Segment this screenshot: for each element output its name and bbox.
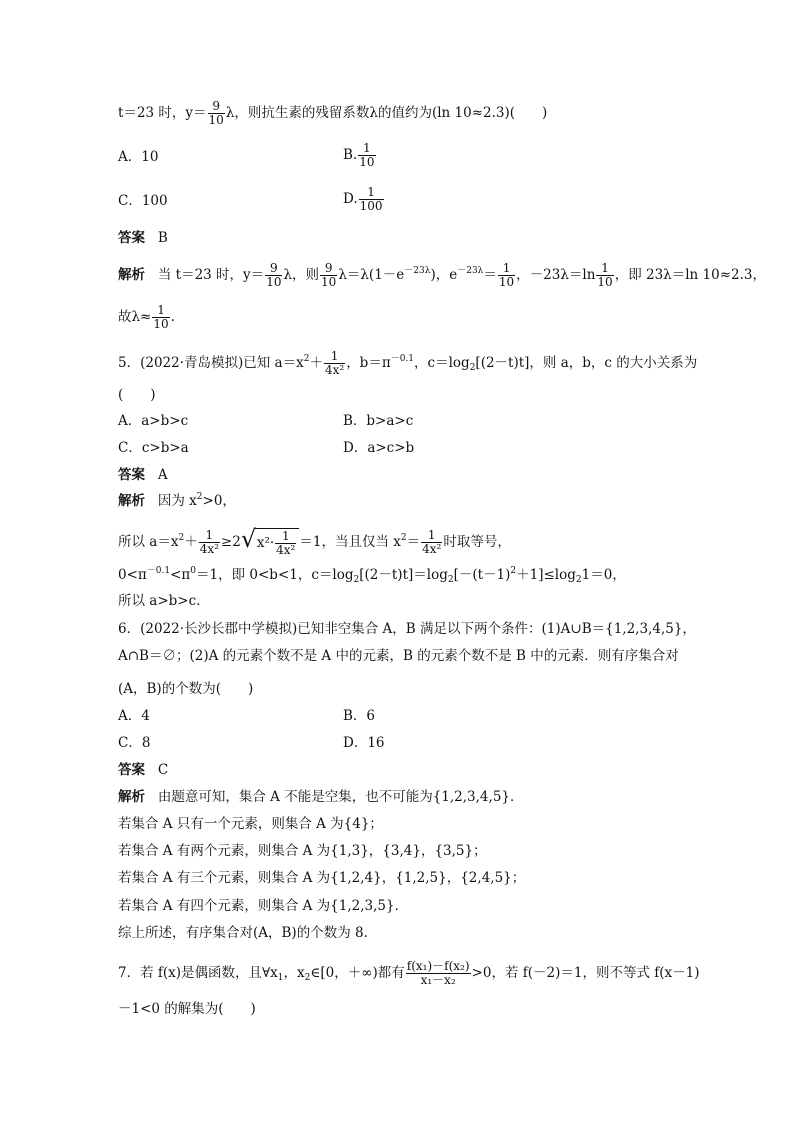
q4-option-a: A．10 bbox=[118, 149, 159, 165]
stem-text: ，x bbox=[283, 965, 305, 981]
q6-stem-line-3: (A，B)的个数为( ) bbox=[118, 681, 254, 697]
denominator: 10 bbox=[208, 113, 224, 127]
option-label: B. bbox=[343, 147, 358, 163]
analysis-text: λ＝λ(1－e bbox=[338, 267, 405, 283]
q5-analysis-line-1 bbox=[118, 492, 236, 510]
option-fraction bbox=[358, 142, 375, 169]
q5-analysis-line-4: 所以 a>b>c. bbox=[118, 593, 201, 609]
denominator: 10 bbox=[266, 275, 282, 289]
stem-text: [(2－t)t]，则 a，b，c 的大小关系为 bbox=[475, 355, 698, 371]
stem-text: 7．若 f(x)是偶函数，且∀x bbox=[118, 965, 278, 981]
q4-stem bbox=[118, 100, 547, 127]
subscript: 2 bbox=[304, 973, 311, 983]
q6-analysis-line-5: 若集合 A 有四个元素，则集合 A 为{1,2,3,5}． bbox=[118, 898, 409, 914]
analysis-text: 所以 a＝x bbox=[118, 534, 179, 550]
q6-option-a: A．4 bbox=[118, 708, 150, 724]
fraction bbox=[199, 529, 220, 556]
numerator: 1 bbox=[152, 304, 169, 318]
analysis-text: 因为 x bbox=[157, 493, 197, 509]
stem-text: ，c＝log bbox=[414, 355, 470, 371]
analysis-text: ，即 23λ＝ln 10≈2.3， bbox=[614, 267, 766, 283]
fraction bbox=[596, 262, 613, 289]
radical-sign-icon: √ bbox=[240, 525, 257, 553]
analysis-label: 解析 bbox=[118, 493, 145, 509]
q7-stem-line-1 bbox=[118, 960, 699, 987]
subscript: 2 bbox=[353, 575, 360, 585]
superscript: －0.1 bbox=[390, 354, 415, 364]
q5-option-b: B．b>a>c bbox=[343, 413, 414, 429]
answer-value: B bbox=[157, 230, 168, 246]
analysis-text: 当 t＝23 时，y＝ bbox=[157, 267, 265, 283]
denominator: 4x² bbox=[276, 543, 296, 557]
subscript: 1 bbox=[277, 973, 284, 983]
stem-text: ∈[0，＋∞)都有 bbox=[310, 965, 405, 981]
analysis-text: ＋1]≤log bbox=[516, 567, 576, 583]
q4-fraction bbox=[208, 100, 225, 127]
q6-analysis-line-2: 若集合 A 只有一个元素，则集合 A 为{4}； bbox=[118, 816, 383, 832]
numerator: 1 bbox=[596, 262, 613, 276]
analysis-label: 解析 bbox=[118, 267, 145, 283]
analysis-text: 故λ≈ bbox=[118, 309, 152, 325]
q5-answer bbox=[118, 466, 168, 484]
superscript: 2 bbox=[303, 354, 310, 364]
q6-analysis-line-6: 综上所述，有序集合对(A，B)的个数为 8. bbox=[118, 925, 368, 941]
numerator: 1 bbox=[498, 262, 515, 276]
q5-analysis-line-2 bbox=[118, 525, 511, 557]
option-fraction bbox=[359, 186, 384, 213]
analysis-text: λ，则 bbox=[283, 267, 320, 283]
q4-stem-part: λ，则抗生素的残留系数λ的值约为(ln 10≈2.3)( ) bbox=[225, 105, 548, 121]
answer-value: C bbox=[157, 762, 169, 778]
fraction bbox=[265, 262, 282, 289]
fraction bbox=[324, 350, 345, 377]
denominator: 10 bbox=[153, 317, 169, 331]
option-label: D. bbox=[343, 191, 358, 207]
answer-label: 答案 bbox=[118, 230, 145, 246]
denominator: 4x² bbox=[422, 542, 442, 556]
fraction bbox=[320, 262, 337, 289]
q5-stem-line-2: ( ) bbox=[118, 387, 156, 403]
numerator: 1 bbox=[358, 142, 375, 156]
q4-option-d bbox=[343, 186, 385, 213]
answer-value: A bbox=[157, 467, 168, 483]
q4-analysis-line-1 bbox=[118, 262, 766, 289]
q4-analysis-line-2 bbox=[118, 304, 175, 331]
fraction bbox=[275, 530, 296, 557]
q4-stem-part: y＝ bbox=[185, 105, 207, 121]
fraction bbox=[498, 262, 515, 289]
analysis-text: )，e bbox=[430, 267, 458, 283]
superscript: 2 bbox=[510, 566, 517, 576]
denominator: 10 bbox=[597, 275, 613, 289]
q6-option-d: D．16 bbox=[343, 735, 385, 751]
q6-option-b: B．6 bbox=[343, 708, 376, 724]
superscript: 0 bbox=[190, 566, 197, 576]
q6-option-c: C．8 bbox=[118, 735, 151, 751]
numerator: 1 bbox=[324, 350, 345, 364]
q7-stem-line-2: －1<0 的解集为( ) bbox=[118, 1001, 256, 1017]
q6-analysis-line-3: 若集合 A 有两个元素，则集合 A 为{1,3}，{3,4}，{3,5}； bbox=[118, 843, 487, 859]
analysis-text: 时取等号， bbox=[443, 534, 511, 550]
answer-label: 答案 bbox=[118, 467, 145, 483]
superscript: －23λ bbox=[457, 266, 484, 276]
denominator: 10 bbox=[498, 275, 515, 289]
numerator: 1 bbox=[359, 186, 384, 200]
superscript: 2 bbox=[196, 492, 203, 502]
analysis-text: 0<π bbox=[118, 567, 147, 583]
superscript: 2 bbox=[400, 533, 407, 543]
analysis-label: 解析 bbox=[118, 789, 145, 805]
analysis-text: [(2－t)t]＝log bbox=[359, 567, 448, 583]
q5-option-d: D．a>c>b bbox=[343, 440, 415, 456]
q6-stem-line-1: 6．(2022·长沙长郡中学模拟)已知非空集合 A，B 满足以下两个条件：(1)A∪B＝{1,2,3,4,5}， bbox=[118, 621, 696, 637]
q4-stem-part: t＝23 时， bbox=[118, 105, 186, 121]
q6-analysis-line-4: 若集合 A 有三个元素，则集合 A 为{1,2,4}，{1,2,5}，{2,4,5}； bbox=[118, 870, 526, 886]
superscript: －0.1 bbox=[146, 566, 171, 576]
q4-option-b bbox=[343, 142, 377, 169]
q5-stem-line-1 bbox=[118, 350, 697, 377]
numerator: 9 bbox=[208, 100, 225, 114]
numerator: 9 bbox=[265, 262, 282, 276]
q4-answer bbox=[118, 229, 168, 247]
numerator: 1 bbox=[421, 529, 442, 543]
subscript: 2 bbox=[469, 363, 476, 373]
numerator: 1 bbox=[275, 530, 296, 544]
stem-text: 5．(2022·青岛模拟)已知 a＝x bbox=[118, 355, 304, 371]
numerator: 9 bbox=[320, 262, 337, 276]
fraction bbox=[421, 529, 442, 556]
q5-analysis-line-3 bbox=[118, 566, 626, 584]
analysis-text: ≥2 bbox=[220, 534, 241, 550]
fraction bbox=[406, 960, 471, 987]
q4-option-c: C．100 bbox=[118, 193, 168, 209]
stem-text: ＋ bbox=[309, 355, 323, 371]
square-root bbox=[240, 525, 300, 557]
numerator: f(x₁)－f(x₂) bbox=[406, 959, 470, 973]
analysis-text: 由题意可知，集合 A 不能是空集，也不可能为{1,2,3,4,5}． bbox=[157, 789, 524, 805]
analysis-text: ＝1，当且仅当 x bbox=[299, 534, 401, 550]
q6-answer bbox=[118, 761, 168, 779]
q5-option-a: A．a>b>c bbox=[118, 413, 189, 429]
analysis-text: ＝ bbox=[406, 534, 421, 550]
subscript: 2 bbox=[575, 575, 582, 585]
fraction bbox=[152, 304, 169, 331]
analysis-text: ＝ bbox=[483, 267, 497, 283]
denominator: 100 bbox=[359, 199, 383, 213]
denominator: 10 bbox=[359, 155, 375, 169]
stem-text: >0，若 f(－2)＝1，则不等式 f(x－1) bbox=[471, 965, 700, 981]
stem-text: ，b＝π bbox=[346, 355, 391, 371]
denominator: 4x² bbox=[199, 542, 219, 556]
subscript: 2 bbox=[447, 575, 454, 585]
q6-stem-line-2: A∩B＝∅；(2)A 的元素个数不是 A 中的元素，B 的元素个数不是 B 中的元素．则有序集合对 bbox=[118, 648, 679, 664]
denominator: 10 bbox=[321, 275, 337, 289]
radicand bbox=[255, 528, 300, 557]
analysis-text: ＋ bbox=[184, 534, 198, 550]
superscript: 2 bbox=[178, 533, 185, 543]
analysis-text: ＝1，即 0<b<1，c＝log bbox=[196, 567, 354, 583]
analysis-text: >0， bbox=[202, 493, 236, 509]
analysis-text: 1＝0， bbox=[581, 567, 626, 583]
analysis-text: . bbox=[170, 309, 175, 325]
analysis-text: ，－23λ＝ln bbox=[516, 267, 596, 283]
analysis-text: <π bbox=[170, 567, 191, 583]
radicand-text: x²· bbox=[256, 535, 275, 551]
superscript: －23λ bbox=[404, 266, 431, 276]
q6-analysis-line-1 bbox=[118, 788, 524, 806]
denominator: x₁－x₂ bbox=[420, 973, 456, 987]
denominator: 4x² bbox=[324, 363, 345, 377]
numerator: 1 bbox=[199, 529, 220, 543]
analysis-text: [－(t－1) bbox=[453, 567, 511, 583]
q5-option-c: C．c>b>a bbox=[118, 440, 189, 456]
answer-label: 答案 bbox=[118, 762, 145, 778]
